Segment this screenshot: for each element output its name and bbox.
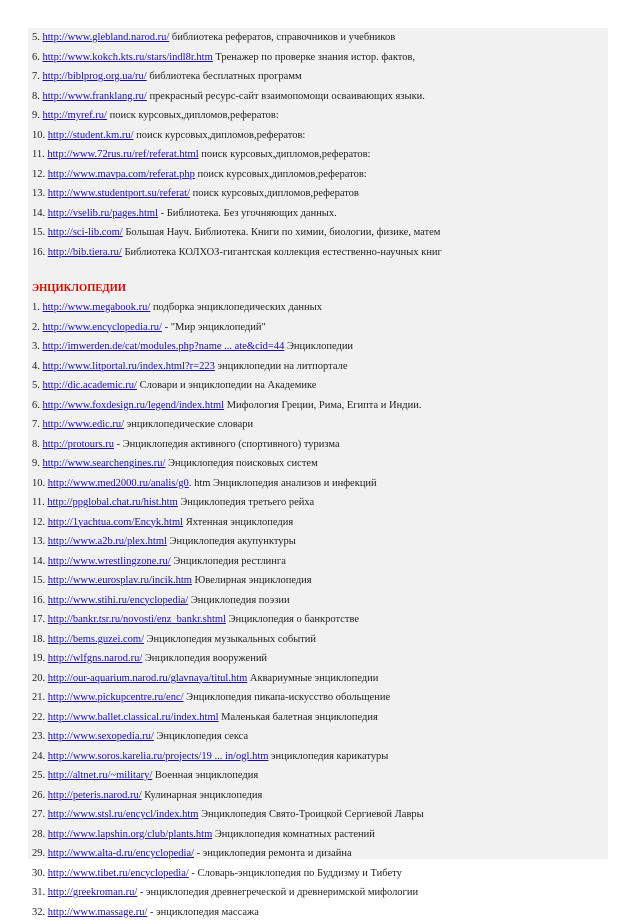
list-item xyxy=(28,727,608,747)
list-item xyxy=(28,243,608,263)
item-link[interactable]: http://www.lapshin.org/club/plants.htm xyxy=(48,829,213,840)
item-link[interactable]: http://ppglobal.chat.ru/hist.htm xyxy=(47,497,177,508)
item-link[interactable]: http://www.soros.karelia.ru/projects/19 ... in/ogl.htm xyxy=(48,751,269,762)
item-number: 29. xyxy=(32,848,45,859)
item-link[interactable]: http://www.stihi.ru/encyclopedia/ xyxy=(48,595,188,606)
item-link[interactable]: http://bankr.tsr.ru/novosti/enz_bankr.shtml xyxy=(48,614,226,625)
list-item xyxy=(28,28,608,48)
item-number: 1. xyxy=(32,302,40,313)
list-item xyxy=(28,805,608,825)
item-number: 24. xyxy=(32,751,45,762)
list-item xyxy=(28,571,608,591)
item-number: 32. xyxy=(32,907,45,918)
item-description: Энциклопедия комнатных растений xyxy=(215,829,375,840)
item-description: библиотека рефератов, справочников и учебников xyxy=(172,32,395,43)
item-description: Тренажер по проверке знания истор. фактов, xyxy=(215,52,415,63)
item-description: подборка энциклопедических данных xyxy=(153,302,322,313)
item-description: поиск курсовых,дипломов,рефератов: xyxy=(201,149,370,160)
item-link[interactable]: http://our-aquarium.narod.ru/glavnaya/titul.htm xyxy=(48,673,248,684)
item-description: поиск курсовых,дипломов,рефератов xyxy=(193,188,359,199)
list-item xyxy=(28,67,608,87)
item-description: Энциклопедия активного (спортивного) туризма xyxy=(123,439,340,450)
item-separator: - xyxy=(158,208,167,219)
item-number: 16. xyxy=(32,247,45,258)
item-description: Энциклопедия поисковых систем xyxy=(168,458,318,469)
item-description: энциклопедии на литпортале xyxy=(217,361,347,372)
list-item xyxy=(28,337,608,357)
item-link[interactable]: http://peteris.narod.ru/ xyxy=(48,790,142,801)
list-item xyxy=(28,298,608,318)
item-number: 6. xyxy=(32,52,40,63)
item-link[interactable]: http://www.stsl.ru/encycl/index.htm xyxy=(48,809,199,820)
item-link[interactable]: http://dic.academic.ru/ xyxy=(43,380,137,391)
item-description: Библиотека. Без угочняющих данных. xyxy=(167,208,337,219)
list-item xyxy=(28,669,608,689)
item-description: Аквариумные энциклопедии xyxy=(250,673,378,684)
item-number: 8. xyxy=(32,439,40,450)
item-number: 9. xyxy=(32,458,40,469)
item-number: 8. xyxy=(32,91,40,102)
item-link[interactable]: http://www.sexopedia.ru/ xyxy=(48,731,154,742)
item-link[interactable]: http://www.pickupcentre.ru/enc/ xyxy=(48,692,184,703)
item-link[interactable]: http://www.mavpa.com/referat.php xyxy=(48,169,195,180)
item-description: Энциклопедия поэзии xyxy=(191,595,290,606)
item-description: Мифология Греции, Рима, Египта и Индии. xyxy=(227,400,422,411)
item-description: Энциклопедия музыкальных событий xyxy=(147,634,316,645)
item-separator: - xyxy=(194,848,203,859)
item-number: 15. xyxy=(32,227,45,238)
item-description: энциклопедические словари xyxy=(127,419,253,430)
item-separator: - xyxy=(147,907,156,918)
item-number: 26. xyxy=(32,790,45,801)
list-item xyxy=(28,126,608,146)
item-link[interactable]: http://www.glebland.narod.ru/ xyxy=(43,32,170,43)
list-item xyxy=(28,883,608,903)
item-number: 19. xyxy=(32,653,45,664)
item-number: 7. xyxy=(32,419,40,430)
item-description: Яхтенная энциклопедия xyxy=(186,517,293,528)
item-description: энциклопедия карикатуры xyxy=(271,751,388,762)
item-link[interactable]: http://www.72rus.ru/ref/referat.html xyxy=(47,149,198,160)
list-item xyxy=(28,145,608,165)
encyclopedia-links-list xyxy=(28,298,608,922)
item-separator: - xyxy=(114,439,123,450)
item-link[interactable]: http://www.wrestlingzone.ru/ xyxy=(48,556,171,567)
list-item xyxy=(28,630,608,650)
list-item xyxy=(28,435,608,455)
list-item xyxy=(28,532,608,552)
item-link[interactable]: http://www.encyclopedia.ru/ xyxy=(43,322,162,333)
list-item xyxy=(28,591,608,611)
item-number: 11. xyxy=(32,497,45,508)
item-link[interactable]: http://www.litportal.ru/index.html?r=223 xyxy=(43,361,215,372)
item-number: 11. xyxy=(32,149,45,160)
item-number: 14. xyxy=(32,208,45,219)
item-number: 2. xyxy=(32,322,40,333)
item-separator: . xyxy=(189,478,194,489)
item-number: 13. xyxy=(32,536,45,547)
list-item xyxy=(28,106,608,126)
list-item xyxy=(28,552,608,572)
list-item xyxy=(28,513,608,533)
item-number: 17. xyxy=(32,614,45,625)
list-item xyxy=(28,708,608,728)
item-description: Кулинарная энциклопедия xyxy=(144,790,262,801)
item-number: 31. xyxy=(32,887,45,898)
item-link[interactable]: http://www.foxdesign.ru/legend/index.html xyxy=(43,400,225,411)
list-item xyxy=(28,204,608,224)
item-link[interactable]: http://1yachtua.com/Encyk.html xyxy=(48,517,183,528)
item-link[interactable]: http://student.km.ru/ xyxy=(48,130,134,141)
list-item xyxy=(28,454,608,474)
item-separator: - xyxy=(189,868,198,879)
item-number: 9. xyxy=(32,110,40,121)
item-description: Энциклопедия рестлинга xyxy=(173,556,286,567)
item-description: Словари и энциклопедии на Академике xyxy=(140,380,317,391)
item-link[interactable]: http://sci-lib.com/ xyxy=(48,227,123,238)
item-number: 27. xyxy=(32,809,45,820)
list-item xyxy=(28,493,608,513)
list-item xyxy=(28,48,608,68)
item-description: Энциклопедия о банкротстве xyxy=(229,614,359,625)
item-link[interactable]: http://www.megabook.ru/ xyxy=(43,302,151,313)
item-description: прекрасный ресурс-сайт взаимопомощи осваивающих языки. xyxy=(149,91,424,102)
list-item xyxy=(28,766,608,786)
item-link[interactable]: http://www.eurosplav.ru/incik.htm xyxy=(48,575,192,586)
item-description: Большая Науч. Библиотека. Книги по химии, биологии, физике, матем xyxy=(125,227,440,238)
item-link[interactable]: http://www.med2000.ru/analis/g0 xyxy=(48,478,189,489)
item-number: 15. xyxy=(32,575,45,586)
item-link[interactable]: http://vselib.ru/pages.html xyxy=(48,208,158,219)
item-number: 5. xyxy=(32,32,40,43)
item-description: поиск курсовых,дипломов,рефератов: xyxy=(136,130,305,141)
item-description: Маленькая балетная энциклопедия xyxy=(221,712,378,723)
item-description: Словарь-энциклопедия по Буддизму и Тибету xyxy=(198,868,402,879)
item-description: поиск курсовых,дипломов,рефератов: xyxy=(198,169,367,180)
item-description: Военная энциклопедия xyxy=(155,770,258,781)
item-number: 22. xyxy=(32,712,45,723)
list-item xyxy=(28,903,608,922)
list-item xyxy=(28,318,608,338)
list-item xyxy=(28,396,608,416)
item-number: 30. xyxy=(32,868,45,879)
item-number: 13. xyxy=(32,188,45,199)
item-link[interactable]: http://greekroman.ru/ xyxy=(48,887,138,898)
item-number: 6. xyxy=(32,400,40,411)
item-description: Энциклопедия секса xyxy=(156,731,248,742)
item-link[interactable]: http://protours.ru xyxy=(43,439,114,450)
item-number: 23. xyxy=(32,731,45,742)
list-item xyxy=(28,357,608,377)
list-item xyxy=(28,415,608,435)
item-number: 10. xyxy=(32,478,45,489)
item-link[interactable]: http://www.massage.ru/ xyxy=(48,907,148,918)
item-link[interactable]: http://www.edic.ru/ xyxy=(43,419,125,430)
list-item xyxy=(28,844,608,864)
item-link[interactable]: http://altnet.ru/~military/ xyxy=(48,770,153,781)
item-link[interactable]: http://www.ballet.classical.ru/index.html xyxy=(48,712,219,723)
item-description: поиск курсовых,дипломов,рефератов: xyxy=(110,110,279,121)
item-link[interactable]: http://www.franklang.ru/ xyxy=(43,91,147,102)
item-number: 14. xyxy=(32,556,45,567)
item-description: энциклопедия ремонта и дизайна xyxy=(203,848,352,859)
item-number: 16. xyxy=(32,595,45,606)
item-link[interactable]: http://www.tibet.ru/encyclopedia/ xyxy=(48,868,189,879)
list-item xyxy=(28,688,608,708)
item-description: "Мир энциклопедий" xyxy=(171,322,266,333)
item-link[interactable]: http://imwerden.de/cat/modules.php?name ... ate&cid=44 xyxy=(43,341,285,352)
section-spacer xyxy=(28,262,608,279)
list-item xyxy=(28,376,608,396)
item-number: 18. xyxy=(32,634,45,645)
item-link[interactable]: http://www.a2b.ru/plex.html xyxy=(48,536,167,547)
list-item xyxy=(28,184,608,204)
item-link[interactable]: http://wlfgns.narod.ru/ xyxy=(48,653,143,664)
item-number: 7. xyxy=(32,71,40,82)
list-item xyxy=(28,825,608,845)
item-number: 28. xyxy=(32,829,45,840)
item-description: библиотека бесплатных программ xyxy=(149,71,301,82)
item-description: Библиотека КОЛХОЗ-гигантская коллекция естественно-научных книг xyxy=(124,247,441,258)
item-number: 12. xyxy=(32,517,45,528)
list-item xyxy=(28,223,608,243)
item-number: 20. xyxy=(32,673,45,684)
list-item xyxy=(28,747,608,767)
encyclopedias-heading: ЭНЦИКЛОПЕДИИ xyxy=(28,279,608,299)
item-link[interactable]: http://bems.guzei.com/ xyxy=(48,634,144,645)
library-links-list xyxy=(28,28,608,262)
item-number: 4. xyxy=(32,361,40,372)
item-description: Энциклопедии xyxy=(287,341,353,352)
item-separator: - xyxy=(137,887,146,898)
item-description: Энциклопедия Свято-Троицкой Сергиевой Лавры xyxy=(201,809,424,820)
item-link[interactable]: http://bib.tiera.ru/ xyxy=(48,247,122,258)
item-link[interactable]: http://www.alta-d.ru/encyclopedia/ xyxy=(48,848,194,859)
list-item xyxy=(28,864,608,884)
list-item xyxy=(28,786,608,806)
list-item xyxy=(28,610,608,630)
item-description: энциклопедия древнегреческой и древнеримской мифологии xyxy=(146,887,418,898)
list-item xyxy=(28,649,608,669)
item-description: энциклопедия массажа xyxy=(156,907,259,918)
item-link[interactable]: http://www.kokch.kts.ru/stars/indl8r.htm xyxy=(43,52,213,63)
list-item xyxy=(28,474,608,494)
item-description: Энциклопедия третьего рейха xyxy=(180,497,314,508)
content-panel xyxy=(28,28,608,859)
item-number: 21. xyxy=(32,692,45,703)
item-number: 12. xyxy=(32,169,45,180)
item-link[interactable]: http://myref.ru/ xyxy=(43,110,107,121)
list-item xyxy=(28,165,608,185)
item-number: 5. xyxy=(32,380,40,391)
item-link[interactable]: http://www.searchengines.ru/ xyxy=(43,458,166,469)
item-number: 3. xyxy=(32,341,40,352)
item-description: Энциклопедия вооружений xyxy=(145,653,267,664)
item-link[interactable]: http://www.studentport.su/referat/ xyxy=(48,188,190,199)
item-description: Энциклопедия акупунктуры xyxy=(170,536,296,547)
list-item xyxy=(28,87,608,107)
item-number: 25. xyxy=(32,770,45,781)
item-separator: - xyxy=(162,322,171,333)
item-description: htm Энциклопедия анализов и инфекций xyxy=(194,478,377,489)
item-description: Энциклопедия пикапа-искусство обольщение xyxy=(186,692,390,703)
item-description: Ювелирная энциклопедия xyxy=(195,575,312,586)
item-link[interactable]: http://biblprog.org.ua/ru/ xyxy=(43,71,147,82)
item-number: 10. xyxy=(32,130,45,141)
